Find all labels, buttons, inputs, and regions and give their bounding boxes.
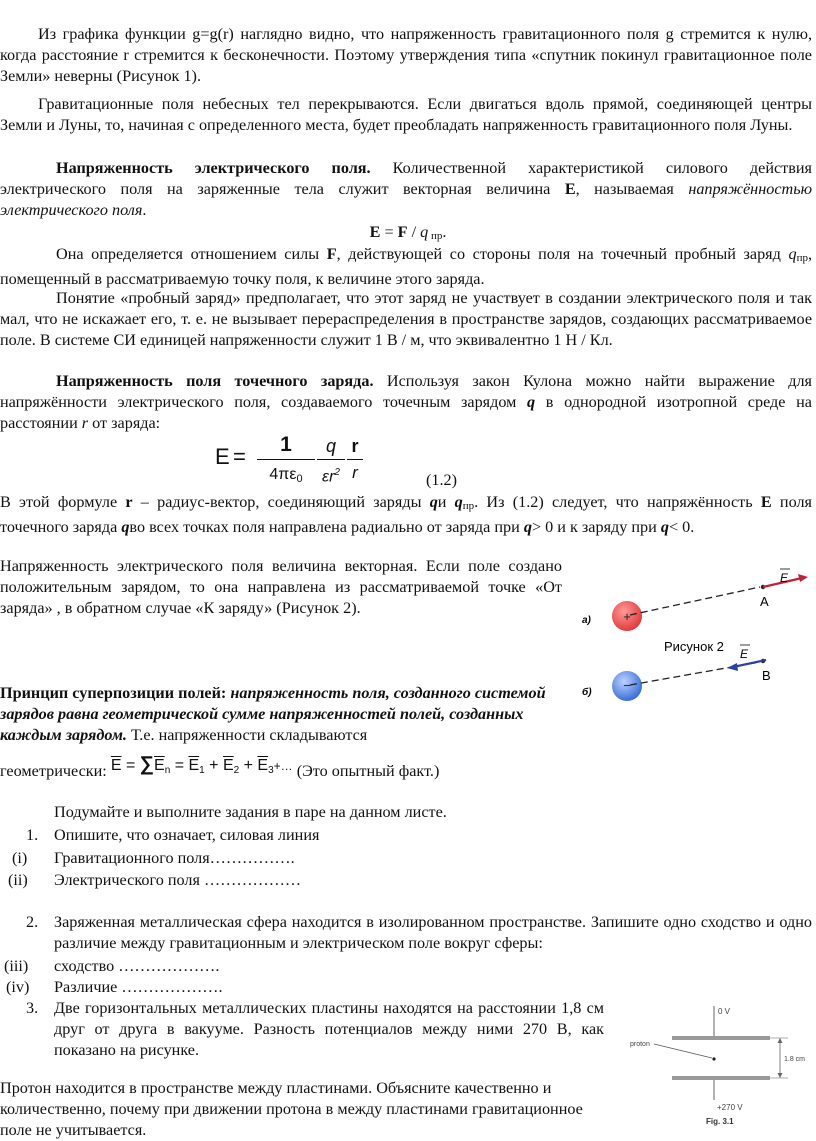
formula-coulomb-field: E = 1 4πε0 q $\varepsilon r^2$ r r: [215, 434, 375, 490]
tasks-intro: Подумайте и выполните задания в паре на данном листе.: [54, 803, 447, 821]
point-b-label: B: [762, 668, 771, 683]
superposition-formula-line: геометрически: $\overline{E} = \sum\overline{E}n = \overline{E}1 + \overline{E}2$ + $\overline{E}3+\dots$ (Это опытный факт.): [0, 753, 440, 780]
bottom-plate: [672, 1076, 770, 1080]
paragraph-radius-vector: В этой формуле r – радиус-вектор, соединяющий заряды qи qпр. Из (1.2) следует, что напряжённость E поля точечного заряда qво всех точках поля направлена радиально от заряда при q> 0 и к заряду при q< 0.: [0, 493, 812, 536]
formula-field-definition: E = F / q пр.: [369, 223, 447, 242]
task-3-number: 3.: [26, 999, 39, 1017]
bottom-potential-label: +270 V: [717, 1103, 743, 1112]
proton-dot: [712, 1057, 715, 1060]
task-1-text: Опишите, что означает, силовая линия: [54, 826, 320, 844]
gap-label: 1.8 cm: [784, 1056, 806, 1063]
task-1-number: 1.: [26, 826, 39, 844]
top-plate: [672, 1036, 770, 1040]
task-i-number: (i): [12, 849, 28, 867]
task-ii-number: (ii): [8, 871, 28, 889]
figure-field-direction: [580, 558, 816, 718]
proton-label: proton: [630, 1041, 650, 1048]
task-ii-text: Электрического поля ………………: [54, 871, 302, 889]
field-line-a: [630, 587, 760, 615]
paragraph-electric-field-intro: Напряженность электрического поля. Количественной характеристикой силового действия электрического поля на заряженные тела служит векторная величина E, называемая напряжённостью электрического поля.: [0, 159, 812, 219]
fraction-bar: [347, 459, 363, 460]
gap-arrow-up: [778, 1038, 783, 1043]
figure-parallel-plates: [620, 1000, 816, 1132]
term-field-strength: напряжённостью электрического поля: [0, 180, 812, 219]
point-a-label: A: [760, 594, 769, 609]
vector-arrow-a-head: [798, 574, 808, 582]
gap-arrow-down: [778, 1073, 783, 1078]
heading-point-charge: Напряженность поля точечного заряда.: [56, 372, 374, 390]
task-i-text: Гравитационного поля…………….: [54, 849, 295, 867]
label-b: б): [582, 687, 592, 698]
fraction-bar: [317, 459, 345, 460]
vector-label-b: E: [740, 647, 749, 661]
vector-arrow-b: [733, 660, 766, 667]
fraction-bar: [257, 459, 315, 460]
paragraph-vector-direction: Напряженность электрического поля величина векторная. Если поле создано положительным зарядом, то она направлена из рассматриваемой точке «От заряда» , в обратном случае «К заряду» (Рисунок 2).: [0, 557, 562, 617]
task-3-text: Две горизонтальных металлических пластины находятся на расстоянии 1,8 см друг от друга в вакууме. Разность потенциалов между ними 270 В, как показано на рисунке.: [54, 999, 604, 1059]
heading-superposition: Принцип суперпозиции полей:: [0, 684, 227, 702]
task-iii-number: (iii): [4, 957, 29, 975]
heading-electric-field: Напряженность электрического поля.: [56, 159, 371, 177]
equation-number: (1.2): [426, 471, 458, 489]
vector-label-a: E: [780, 571, 789, 585]
figure-2-caption: Рисунок 2: [664, 639, 724, 654]
proton-pointer: [654, 1044, 712, 1058]
paragraph-superposition: Принцип суперпозиции полей: напряженность поля, созданного системой зарядов равна геометрической сумме напряженностей полей, созданных каждым зарядом. Т.е. напряженности складываются: [0, 684, 546, 744]
task-iii-text: сходство ……………….: [54, 957, 220, 975]
paragraph-test-charge: Понятие «пробный заряд» предполагает, что этот заряд не участвует в создании электрического поля и так мал, что не искажает его, т. е. не вызывает перераспределения в пространстве зарядов, создающих рассматриваемое поле. В системе СИ единицей напряженности служит 1 В / м, что эквивалентно 1 Н / Кл.: [0, 289, 812, 349]
task-iv-number: (iv): [6, 978, 30, 996]
figure-3-caption: Fig. 3.1: [706, 1117, 734, 1126]
top-potential-label: 0 V: [718, 1007, 731, 1016]
paragraph-overlapping-fields: Гравитационные поля небесных тел перекрываются. Если двигаться вдоль прямой, соединяющей центры Земли и Луны, то, начиная с определенного места, будет преобладать напряженность гравитационного поля Луны.: [0, 95, 812, 134]
superposition-formula: $\overline{E} = \sum\overline{E}n = \overline{E}1 + \overline{E}2$ + $\overline{E}3+\dots$: [110, 753, 293, 776]
label-a: а): [582, 615, 591, 626]
task-iv-text: Различие ……………….: [54, 978, 223, 996]
paragraph-point-charge-field: Напряженность поля точечного заряда. Используя закон Кулона можно найти выражение для напряжённости электрического поля, создаваемого точечным зарядом q в однородной изотропной среде на расстоянии r от заряда:: [0, 372, 812, 432]
task-3-question: Протон находится в пространстве между пластинами. Объясните качественно и количественно, почему при движении протона в между пластинами гравитационное поле не учитывается.: [0, 1079, 583, 1139]
plus-sign: +: [623, 609, 631, 624]
paragraph-gravity-decay: Из графика функции g=g(r) наглядно видно, что напряженность гравитационного поля g стремится к нулю, когда расстояние r стремится к бесконечности. Поэтому утверждения типа «спутник покинул гравитационное поле Земли» неверны (Рисунок 1).: [0, 25, 812, 85]
task-2-number: 2.: [26, 913, 39, 931]
minus-sign: −: [623, 678, 631, 693]
paragraph-field-ratio: Она определяется отношением силы F, действующей со стороны поля на точечный пробный заряд qпр, помещенный в рассматриваемую точку поля, к величине этого заряда.: [0, 245, 812, 288]
task-2-text: Заряженная металлическая сфера находится в изолированном пространстве. Запишите одно сходство и одно различие между гравитационным и электрическом поле вокруг сферы:: [54, 913, 812, 952]
superposition-statement: напряженность поля, созданного системой зарядов равна геометрической сумме напряженностей полей, созданных каждым зарядом.: [0, 684, 546, 744]
